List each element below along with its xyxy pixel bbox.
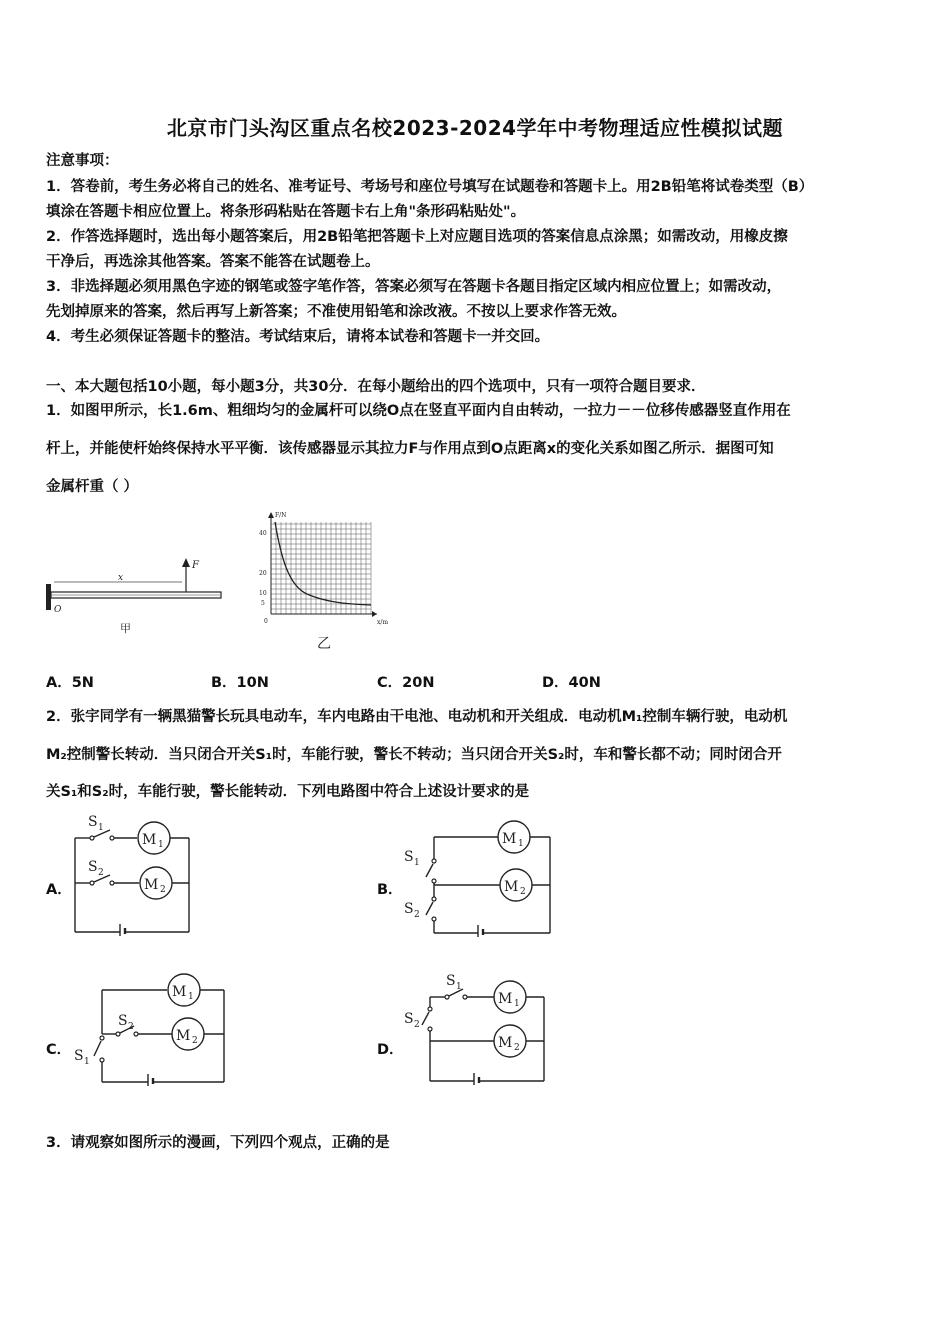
question-1-text: 金属杆重（ ） (46, 479, 139, 495)
section-heading: 一、本大题包括10小题，每小题3分，共30分．在每小题给出的四个选项中，只有一项符合题目要求． (46, 379, 706, 395)
label-s1-sub: 1 (84, 1057, 90, 1067)
label-s2-sub: 2 (98, 868, 104, 878)
label-m1-sub: 1 (158, 840, 164, 850)
notice-heading: 注意事项： (46, 153, 119, 169)
graph-tick-y: 40 (259, 530, 267, 537)
label-s1: S (74, 1048, 84, 1064)
label-m2-sub: 2 (514, 1043, 520, 1053)
circuit-d[interactable] (400, 965, 560, 1095)
question-2-option-d[interactable]: D． (377, 1042, 404, 1058)
notice-line: 3．非选择题必须用黑色字迹的钢笔或签字笔作答，答案必须写在答题卡各题目指定区域内相应位置上；如需改动， (46, 279, 782, 295)
label-m2: M (144, 877, 159, 893)
label-m2-sub: 2 (520, 887, 526, 897)
figure-caption-jia: 甲 (120, 622, 131, 635)
graph-tick-x: 0 (264, 618, 268, 625)
label-m1-sub: 1 (188, 992, 194, 1002)
graph-tick-y: 20 (259, 570, 267, 577)
figure-graph (255, 508, 395, 658)
label-m1: M (172, 984, 187, 1000)
notice-line: 填涂在答题卡相应位置上。将条形码粘贴在答题卡右上角"条形码粘贴处"。 (46, 204, 526, 220)
label-s2-sub: 2 (128, 1022, 134, 1032)
label-s1: S (446, 973, 456, 989)
question-3-text: 3．请观察如图所示的漫画，下列四个观点，正确的是 (46, 1135, 390, 1151)
label-s1-sub: 1 (98, 823, 104, 833)
graph-axis-x: x/m (377, 619, 389, 626)
label-s2: S (88, 859, 98, 875)
label-f: F (192, 560, 199, 571)
label-s2: S (118, 1013, 128, 1029)
label-m2: M (176, 1028, 191, 1044)
label-s1: S (404, 849, 414, 865)
circuit-a[interactable] (68, 808, 198, 936)
notice-line: 干净后，再选涂其他答案。答案不能答在试题卷上。 (46, 254, 380, 270)
label-m2-sub: 2 (192, 1036, 198, 1046)
figure-caption-yi: 乙 (317, 636, 331, 652)
question-2-option-b[interactable]: B． (377, 882, 403, 898)
label-s2: S (404, 901, 414, 917)
question-1-option-a[interactable]: A．5N (46, 675, 94, 691)
label-x: x (118, 573, 124, 583)
notice-line: 2．作答选择题时，选出每小题答案后，用2B铅笔把答题卡上对应题目选项的答案信息点涂黑；如需改动，用橡皮擦 (46, 229, 788, 245)
circuit-c[interactable] (70, 970, 235, 1095)
page-title: 北京市门头沟区重点名校2023-2024学年中考物理适应性模拟试题 (166, 116, 784, 140)
graph-axis-f: F/N (275, 512, 287, 519)
label-m1: M (502, 831, 517, 847)
label-m1: M (498, 991, 513, 1007)
label-m1: M (142, 832, 157, 848)
notice-line: 1．答卷前，考生务必将自己的姓名、准考证号、考场号和座位号填写在试题卷和答题卡上。用2B铅笔将试卷类型（B） (46, 179, 814, 195)
question-2-option-a[interactable]: A． (46, 882, 72, 898)
question-2-text: M₂控制警长转动．当只闭合开关S₁时，车能行驶，警长不转动；当只闭合开关S₂时，车和警长都不动；同时闭合开 (46, 747, 782, 763)
graph-tick-y: 5 (261, 600, 265, 607)
question-2-text: 关S₁和S₂时，车能行驶，警长能转动．下列电路图中符合上述设计要求的是 (46, 784, 530, 800)
question-2-text: 2．张宇同学有一辆黑猫警长玩具电动车，车内电路由干电池、电动机和开关组成．电动机M₁控制车辆行驶，电动机 (46, 709, 788, 725)
question-2-option-c[interactable]: C． (46, 1042, 72, 1058)
question-1-option-c[interactable]: C．20N (377, 675, 435, 691)
label-s1-sub: 1 (414, 858, 420, 868)
label-s2: S (404, 1011, 414, 1027)
question-1-option-d[interactable]: D．40N (542, 675, 601, 691)
label-s2-sub: 2 (414, 910, 420, 920)
circuit-b[interactable] (400, 815, 560, 945)
label-m2-sub: 2 (160, 885, 166, 895)
question-1-text: 杆上，并能使杆始终保持水平平衡．该传感器显示其拉力F与作用点到O点距离x的变化关系如图乙所示．据图可知 (46, 441, 774, 457)
question-1-option-b[interactable]: B．10N (211, 675, 269, 691)
figure-lever (40, 520, 230, 640)
label-s2-sub: 2 (414, 1020, 420, 1030)
label-m1-sub: 1 (518, 839, 524, 849)
graph-tick-y: 10 (259, 590, 267, 597)
question-1-text: 1．如图甲所示，长1.6m、粗细均匀的金属杆可以绕O点在竖直平面内自由转动，一拉力－－位移传感器竖直作用在 (46, 403, 791, 419)
label-s1: S (88, 814, 98, 830)
label-m2: M (504, 879, 519, 895)
label-s1-sub: 1 (456, 982, 462, 992)
notice-line: 4．考生必须保证答题卡的整洁。考试结束后，请将本试卷和答题卡一并交回。 (46, 329, 550, 345)
notice-line: 先划掉原来的答案，然后再写上新答案；不准使用铅笔和涂改液。不按以上要求作答无效。 (46, 304, 626, 320)
label-m2: M (498, 1035, 513, 1051)
label-m1-sub: 1 (514, 999, 520, 1009)
label-o: O (54, 605, 62, 615)
